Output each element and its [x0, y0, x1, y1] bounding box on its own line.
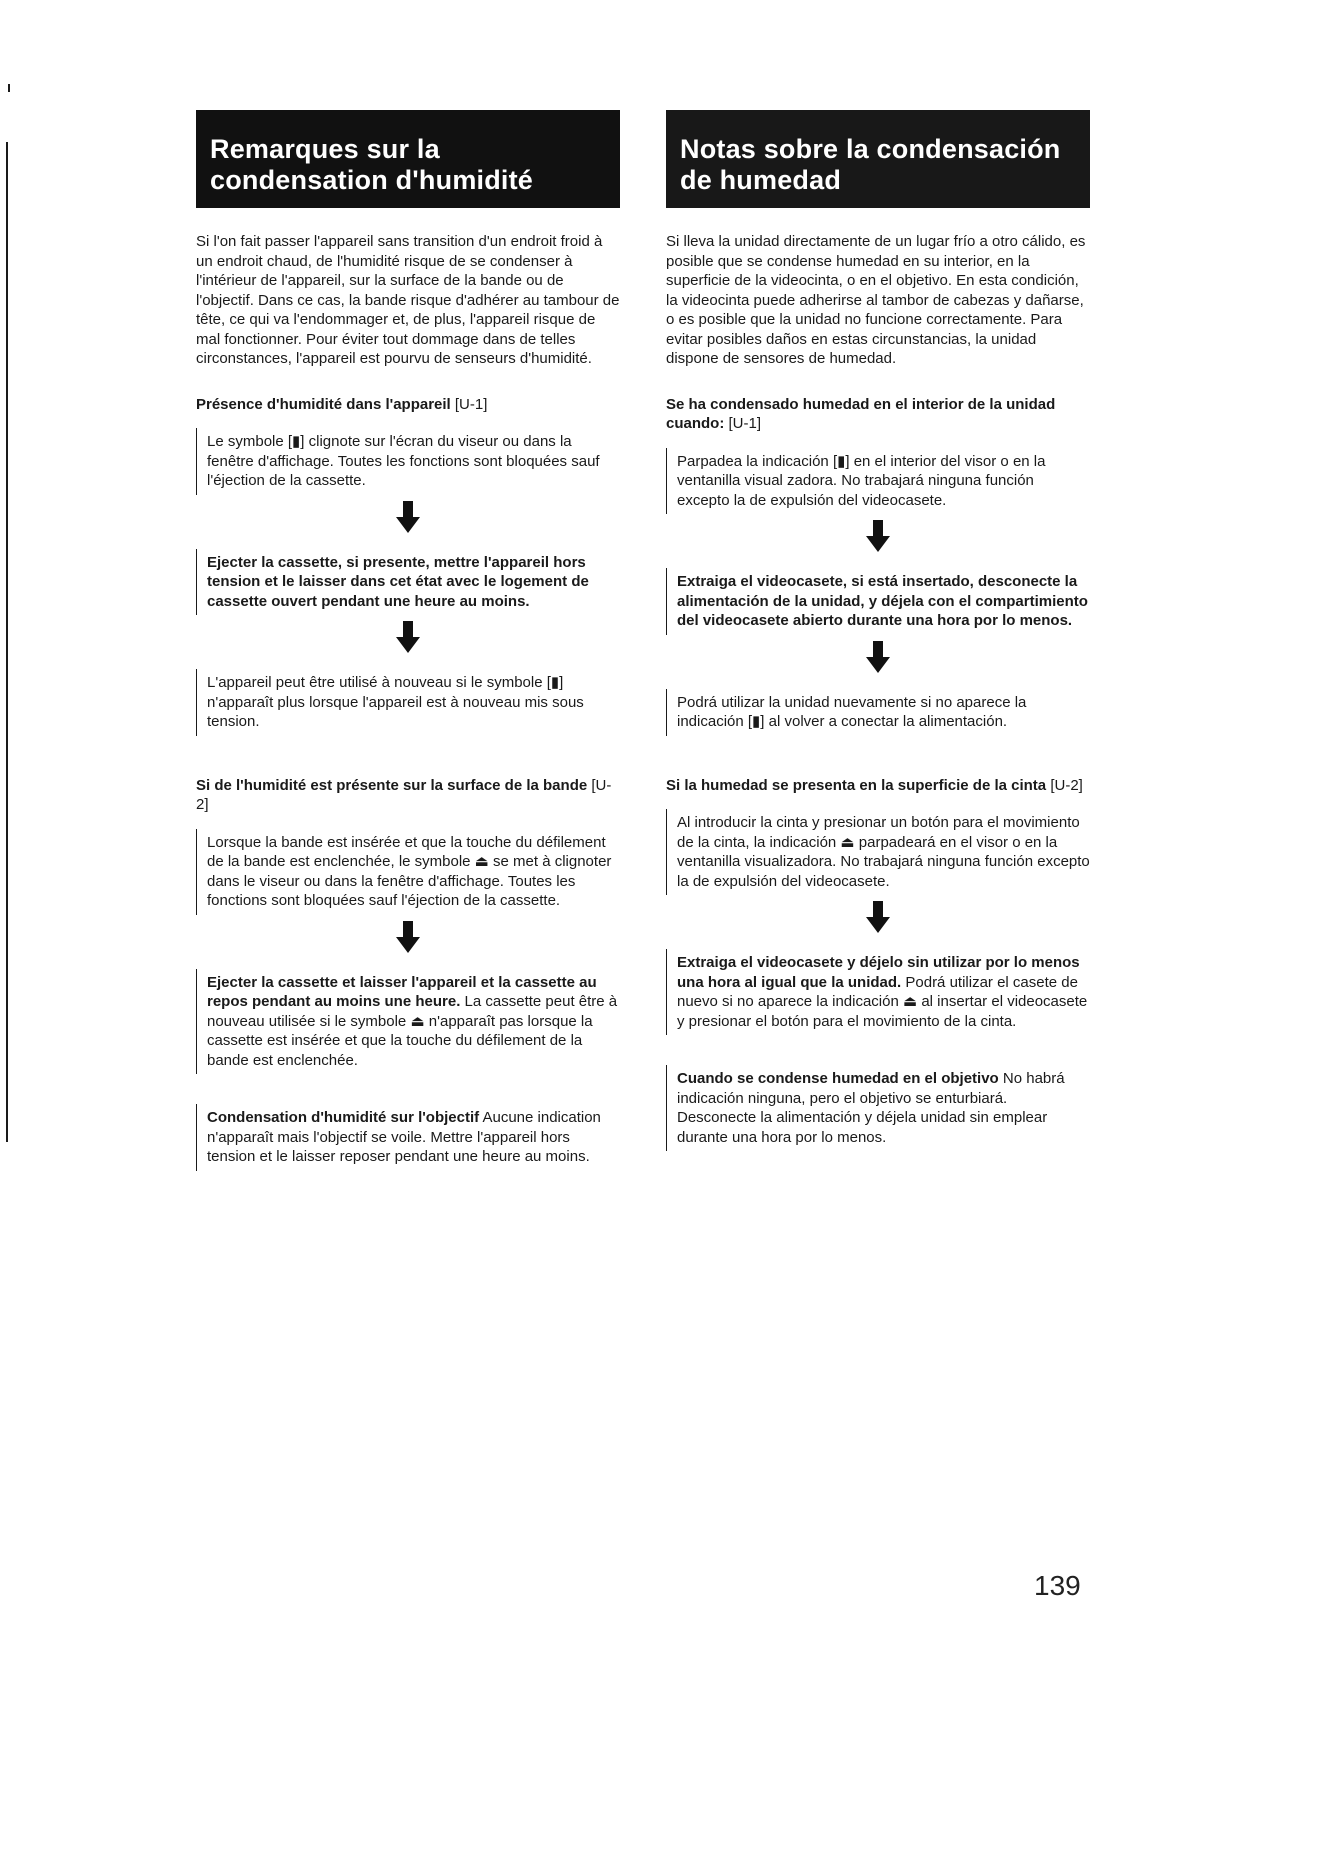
down-arrow-icon [196, 621, 620, 655]
french-section2-title-text: Si de l'humidité est présente sur la surface de la bande [196, 776, 588, 794]
spanish-section2-box1: Al introducir la cinta y presionar un botón para el movimiento de la cinta, la indicación ⏏ parpadeará en el visor o en la ventanilla visualizadora. No trabajará ninguna función excepto la de expulsión del videocasete. [666, 809, 1090, 895]
spanish-section2-title [666, 776, 1090, 796]
french-heading-banner [196, 110, 620, 208]
spanish-section1-box3: Podrá utilizar la unidad nuevamente si no aparece la indicación [▮] al volver a conectar la alimentación. [666, 689, 1090, 736]
french-section1-box2: Ejecter la cassette, si presente, mettre l'appareil hors tension et le laisser dans cet état avec le logement de cassette ouvert pendant une heure au moins. [196, 549, 620, 616]
down-arrow-icon [196, 501, 620, 535]
scan-mark [8, 84, 10, 92]
spanish-section2-box2-text: Podrá utilizar el casete de nuevo si no aparece la indicación ⏏ al insertar el videocasete y presionar el botón para el movimiento de la cinta. [677, 973, 1088, 1030]
french-section3-text: Aucune indication n'apparaît mais l'objectif se voile. Mettre l'appareil hors tension et le laisser reposer pendant une heure au moins. [207, 1109, 601, 1165]
spanish-heading: Notas sobre la condensación de humedad [680, 134, 1061, 195]
spanish-intro: Si lleva la unidad directamente de un lugar frío a otro cálido, es posible que se condense humedad en su interior, en la superficie de la videocinta, o en el objetivo. En esta condición, la videocinta puede adherirse al tambor de cabezas y dañarse, o es posible que la unidad no funcione correctamente. Para evitar posibles daños en estas circunstancias, la unidad dispone de sensores de humedad. [666, 233, 1086, 367]
spanish-section3-text: No habrá indicación ninguna, pero el objetivo se enturbiará. Desconecte la alimentación y déjela unidad sin emplear durante una hora por lo menos. [677, 1070, 1065, 1146]
french-section3-title: Condensation d'humidité sur l'objectif [207, 1109, 480, 1126]
spanish-section1-title-text: Se ha condensado humedad en el interior de la unidad cuando: [666, 395, 1056, 432]
french-heading: Remarques sur la condensation d'humidité [210, 134, 534, 195]
spanish-section3-box [666, 1065, 1090, 1151]
page-number: 139 [1034, 1570, 1081, 1601]
french-section2-ref: [U-2] [196, 776, 612, 813]
down-arrow-icon [666, 520, 1090, 554]
french-section2-title [196, 776, 620, 815]
french-section1-title [196, 395, 620, 415]
spanish-section2-box2 [666, 949, 1090, 1035]
french-column [196, 110, 620, 1171]
french-intro: Si l'on fait passer l'appareil sans transition d'un endroit froid à un endroit chaud, de l'humidité risque de se condenser à l'intérieur de l'appareil, sur la surface de la bande ou de l'objectif. Dans ce cas, la bande risque d'adhérer au tambour de tête, ce qui va l'endommager et, de plus, l'appareil risque de mal fonctionner. Pour éviter tout dommage dans de telles circonstances, l'appareil est pourvu de senseurs d'humidité. [196, 233, 620, 367]
scan-edge-line [6, 142, 8, 1142]
spanish-section2-box2-bold: Extraiga el videocasete y déjelo sin utilizar por lo menos una hora al igual que la unidad. [677, 954, 1080, 991]
french-section2-box2 [196, 969, 620, 1075]
french-section1-title-text: Présence d'humidité dans l'appareil [196, 395, 451, 413]
spanish-column [666, 110, 1090, 1151]
spanish-section1-title [666, 395, 1090, 434]
spanish-heading-banner [666, 110, 1090, 208]
down-arrow-icon [666, 641, 1090, 675]
down-arrow-icon [666, 901, 1090, 935]
french-section2-box2-bold: Ejecter la cassette et laisser l'appareil et la cassette au repos pendant au moins une heure. [207, 973, 597, 1010]
french-section3-box [196, 1104, 620, 1171]
french-section1-box3: L'appareil peut être utilisé à nouveau si le symbole [▮] n'apparaît plus lorsque l'appareil est à nouveau mis sous tension. [196, 669, 620, 736]
spanish-section1-ref: [U-1] [728, 415, 762, 432]
french-section2-box1: Lorsque la bande est insérée et que la touche du défilement de la bande est enclenchée, le symbole ⏏ se met à clignoter dans le viseur ou dans la fenêtre d'affichage. Toutes les fonctions sont bloquées sauf l'éjection de la cassette. [196, 829, 620, 915]
spanish-section1-box2: Extraiga el videocasete, si está insertado, desconecte la alimentación de la unidad, y déjela con el compartimiento del videocasete abierto durante una hora por lo menos. [666, 568, 1090, 635]
spanish-section1-box1: Parpadea la indicación [▮] en el interior del visor o en la ventanilla visual zadora. No trabajará ninguna función excepto la de expulsión del videocasete. [666, 448, 1090, 515]
spanish-section3-title: Cuando se condense humedad en el objetivo [677, 1070, 999, 1087]
french-section1-ref: [U-1] [454, 395, 488, 413]
french-section2-box2-text: La cassette peut être à nouveau utilisée si le symbole ⏏ n'apparaît pas lorsque la cassette est insérée et que la touche du défilement de la bande est enclenchée. [207, 993, 618, 1069]
spanish-section2-ref: [U-2] [1050, 776, 1083, 794]
french-section1-box1: Le symbole [▮] clignote sur l'écran du viseur ou dans la fenêtre d'affichage. Toutes les fonctions sont bloquées sauf l'éjection de la cassette. [196, 428, 620, 495]
down-arrow-icon [196, 921, 620, 955]
spanish-section2-title-text: Si la humedad se presenta en la superficie de la cinta [666, 776, 1047, 794]
